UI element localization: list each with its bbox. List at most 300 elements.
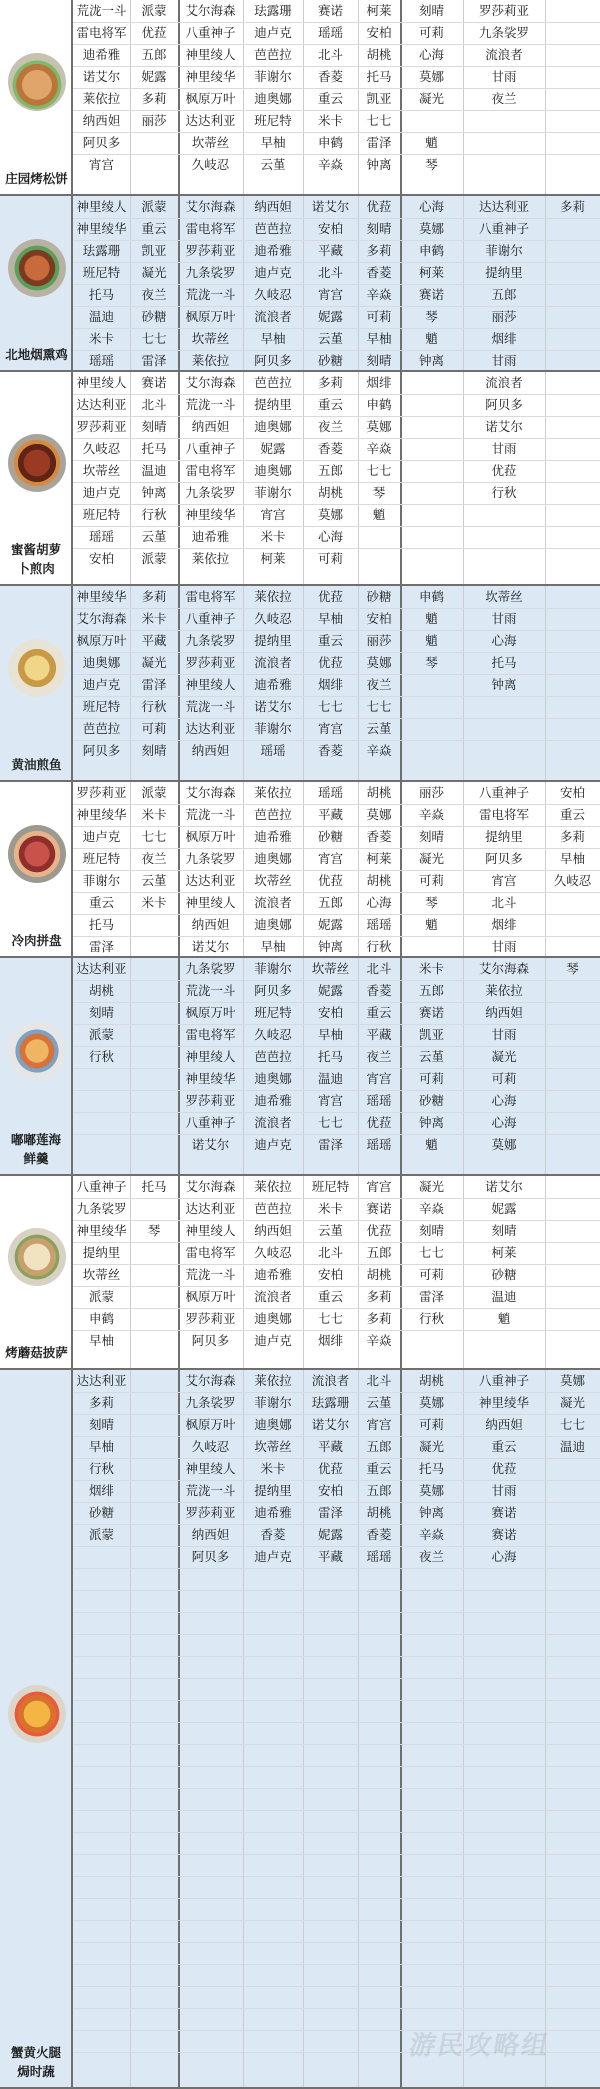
row-divider — [73, 1480, 600, 1481]
character-name: 流浪者 — [254, 655, 292, 670]
character-name: 迪希雅 — [82, 47, 121, 62]
character-name: 琴 — [425, 655, 438, 670]
character-name: 班尼特 — [311, 1179, 350, 1194]
character-name: 申鹤 — [88, 1311, 114, 1326]
character-name: 罗莎莉亚 — [76, 419, 127, 434]
character-name: 菲谢尔 — [254, 69, 292, 84]
character-name: 久岐忍 — [191, 157, 230, 172]
character-name: 七七 — [317, 1311, 343, 1326]
character-name: 莱依拉 — [254, 785, 292, 800]
character-name: 胡桃 — [418, 1373, 444, 1388]
character-name: 柯莱 — [491, 1245, 517, 1260]
character-name: 菲谢尔 — [254, 485, 292, 500]
character-name: 流浪者 — [485, 47, 523, 62]
character-name: 安柏 — [317, 1483, 343, 1498]
seafood-soup-dish-icon — [8, 1022, 66, 1080]
character-name: 莱依拉 — [254, 1373, 292, 1388]
character-name: 重云 — [317, 633, 343, 648]
row-divider — [73, 980, 600, 981]
character-name: 提纳里 — [254, 1483, 292, 1498]
character-name: 心海 — [366, 895, 392, 910]
character-name: 温迪 — [141, 463, 167, 478]
character-name: 刻晴 — [418, 3, 444, 18]
character-name: 七七 — [141, 331, 167, 346]
character-name: 早柚 — [317, 611, 343, 626]
pancake-dish-icon — [8, 53, 66, 111]
row-divider — [73, 438, 600, 439]
character-name: 七七 — [317, 699, 343, 714]
column-divider — [545, 372, 546, 584]
mushroom-pizza-dish-icon — [8, 1228, 66, 1286]
character-name: 胡桃 — [366, 1505, 392, 1520]
row-divider — [73, 262, 600, 263]
character-name: 刻晴 — [366, 221, 392, 236]
character-name: 神里绫人 — [185, 895, 236, 910]
character-name: 迪希雅 — [191, 529, 230, 544]
character-name: 心海 — [491, 1093, 517, 1108]
character-name: 早柚 — [260, 939, 286, 954]
character-name: 罗莎莉亚 — [185, 655, 236, 670]
character-name: 艾尔海森 — [185, 1373, 236, 1388]
character-name: 凝光 — [418, 1179, 444, 1194]
character-name: 温迪 — [317, 1071, 343, 1086]
character-name: 迪卢克 — [254, 1333, 292, 1348]
character-name: 重云 — [317, 397, 343, 412]
character-name: 瑶瑶 — [317, 785, 343, 800]
character-name: 阿贝多 — [485, 397, 523, 412]
character-name: 神里绫人 — [185, 47, 236, 62]
column-divider — [545, 196, 546, 370]
character-name: 雷泽 — [418, 1289, 444, 1304]
character-name: 莫娜 — [366, 419, 392, 434]
character-name: 派蒙 — [88, 1027, 114, 1042]
character-name: 行秋 — [366, 939, 392, 954]
character-name: 荒泷一斗 — [185, 983, 236, 998]
character-name: 纳西妲 — [254, 199, 292, 214]
character-name: 五郎 — [317, 463, 343, 478]
character-name: 七七 — [559, 1417, 585, 1432]
character-name: 早柚 — [88, 1439, 114, 1454]
character-name: 重云 — [317, 91, 343, 106]
row-divider — [73, 826, 600, 827]
row-divider — [73, 66, 600, 67]
character-name: 钟离 — [317, 939, 343, 954]
character-name: 胡桃 — [88, 983, 114, 998]
character-name: 可莉 — [491, 1071, 517, 1086]
character-name: 赛诺 — [418, 287, 444, 302]
character-name: 北斗 — [317, 1245, 343, 1260]
character-name: 雷电将军 — [185, 1245, 236, 1260]
row-divider — [73, 1546, 600, 1547]
character-name: 魈 — [425, 917, 438, 932]
character-name: 魈 — [425, 331, 438, 346]
character-name: 平藏 — [366, 1027, 392, 1042]
character-name: 芭芭拉 — [254, 1201, 292, 1216]
character-name: 心海 — [418, 47, 444, 62]
character-name: 赛诺 — [418, 1005, 444, 1020]
character-name: 云堇 — [260, 157, 286, 172]
character-name: 芭芭拉 — [254, 47, 292, 62]
character-name: 久岐忍 — [82, 441, 121, 456]
row-divider — [73, 1876, 600, 1877]
character-name: 重云 — [366, 1005, 392, 1020]
row-divider — [73, 1744, 600, 1745]
dish-section — [0, 782, 600, 958]
character-name: 优菈 — [366, 199, 392, 214]
character-name: 丽莎 — [491, 309, 517, 324]
character-name: 香菱 — [366, 1527, 392, 1542]
character-name: 九条裟罗 — [185, 961, 236, 976]
character-name: 雷泽 — [141, 353, 167, 368]
character-name: 米卡 — [88, 331, 114, 346]
row-divider — [73, 1612, 600, 1613]
character-name: 莱依拉 — [191, 551, 230, 566]
column-divider — [303, 1370, 304, 2087]
character-name: 瑶瑶 — [260, 743, 286, 758]
row-divider — [73, 2008, 600, 2009]
character-name: 刻晴 — [491, 1223, 517, 1238]
dish-cell — [0, 958, 73, 1174]
character-name: 柯莱 — [260, 551, 286, 566]
character-name: 神里绫华 — [76, 221, 127, 236]
character-name: 枫原万叶 — [185, 1289, 236, 1304]
row-divider — [73, 1308, 600, 1309]
character-name: 阿贝多 — [191, 1549, 230, 1564]
character-name: 八重神子 — [185, 441, 236, 456]
character-name: 雷泽 — [88, 939, 114, 954]
character-name: 多莉 — [559, 199, 585, 214]
row-divider — [73, 1766, 600, 1767]
character-name: 重云 — [366, 1461, 392, 1476]
row-divider — [73, 1568, 600, 1569]
character-name: 迪卢克 — [82, 677, 121, 692]
row-divider — [73, 1024, 600, 1025]
character-name: 神里绫华 — [76, 807, 127, 822]
character-name: 莱依拉 — [82, 91, 121, 106]
dish-name: 北地烟熏鸡 — [5, 347, 68, 362]
row-divider — [73, 1134, 600, 1135]
character-name: 艾尔海森 — [478, 961, 529, 976]
character-name: 神里绫华 — [478, 1395, 529, 1410]
character-name: 阿贝多 — [254, 353, 292, 368]
character-name: 坎蒂丝 — [311, 961, 350, 976]
column-divider — [130, 1176, 131, 1368]
character-name: 莫娜 — [418, 221, 444, 236]
character-name: 早柚 — [559, 851, 585, 866]
character-name: 坎蒂丝 — [254, 873, 292, 888]
character-name: 刻晴 — [418, 1223, 444, 1238]
character-name: 菲谢尔 — [254, 961, 292, 976]
character-name: 瑶瑶 — [317, 25, 343, 40]
character-name: 神里绫人 — [185, 1461, 236, 1476]
character-name: 辛焱 — [366, 287, 392, 302]
dish-name: 烤蘑菇披萨 — [5, 1345, 68, 1360]
character-name: 班尼特 — [82, 265, 121, 280]
row-divider — [73, 350, 600, 351]
character-name: 赛诺 — [366, 1201, 392, 1216]
character-name: 砂糖 — [317, 353, 343, 368]
character-name: 钟离 — [141, 485, 167, 500]
character-name: 米卡 — [141, 807, 167, 822]
character-name: 诺艾尔 — [191, 1137, 230, 1152]
character-name: 魈 — [425, 633, 438, 648]
character-name: 夜兰 — [366, 1049, 392, 1064]
character-name: 宵宫 — [317, 1093, 343, 1108]
character-name: 瑶瑶 — [366, 1137, 392, 1152]
row-divider — [73, 22, 600, 23]
character-name: 优菈 — [366, 1223, 392, 1238]
character-name: 纳西妲 — [485, 1417, 523, 1432]
character-name: 派蒙 — [88, 1289, 114, 1304]
character-name: 纳西妲 — [191, 743, 230, 758]
character-name: 迪卢克 — [254, 25, 292, 40]
character-name: 早柚 — [317, 1027, 343, 1042]
character-name: 珐露珊 — [311, 1395, 350, 1410]
character-name: 香菱 — [317, 441, 343, 456]
row-divider — [73, 718, 600, 719]
character-name: 菲谢尔 — [254, 721, 292, 736]
character-name: 罗莎莉亚 — [185, 1311, 236, 1326]
row-divider — [73, 1898, 600, 1899]
character-name: 夜兰 — [141, 287, 167, 302]
character-name: 托马 — [141, 1179, 167, 1194]
character-name: 芭芭拉 — [82, 721, 121, 736]
character-name: 雷电将军 — [478, 807, 529, 822]
character-name: 迪奥娜 — [254, 1311, 292, 1326]
character-name: 温迪 — [88, 309, 114, 324]
character-name: 多莉 — [88, 1395, 114, 1410]
dish-name: 冷肉拼盘 — [11, 933, 62, 948]
dish-section — [0, 372, 600, 586]
character-name: 妮露 — [491, 1201, 517, 1216]
character-name: 枫原万叶 — [76, 633, 127, 648]
character-name: 派蒙 — [141, 199, 167, 214]
row-divider — [73, 674, 600, 675]
character-name: 可莉 — [418, 1071, 444, 1086]
character-name: 枫原万叶 — [185, 309, 236, 324]
row-divider — [73, 1964, 600, 1965]
character-name: 迪奥娜 — [254, 463, 292, 478]
character-name: 流浪者 — [254, 1289, 292, 1304]
dish-name: 嘟嘟莲海鲜羹 — [10, 1132, 61, 1166]
row-divider — [73, 1220, 600, 1221]
character-name: 派蒙 — [141, 785, 167, 800]
character-name: 罗莎莉亚 — [478, 3, 529, 18]
row-divider — [73, 1590, 600, 1591]
character-name: 阿贝多 — [191, 1333, 230, 1348]
character-name: 迪卢克 — [254, 265, 292, 280]
character-name: 诺艾尔 — [191, 939, 230, 954]
character-name: 米卡 — [418, 961, 444, 976]
character-name: 雷电将军 — [185, 221, 236, 236]
row-divider — [73, 1986, 600, 1987]
character-name: 魈 — [372, 507, 386, 522]
character-name: 达达利亚 — [76, 961, 127, 976]
character-name: 行秋 — [88, 1049, 114, 1064]
character-name: 辛焱 — [418, 807, 444, 822]
character-name: 瑶瑶 — [366, 917, 392, 932]
character-name: 妮露 — [317, 917, 343, 932]
character-name: 辛焱 — [366, 1333, 392, 1348]
column-divider — [545, 958, 546, 1174]
column-divider — [400, 1370, 402, 2087]
character-name: 瑶瑶 — [88, 353, 114, 368]
character-name: 荒泷一斗 — [76, 3, 127, 18]
character-name: 申鹤 — [418, 243, 444, 258]
character-name: 丽莎 — [418, 785, 444, 800]
character-name: 提纳里 — [485, 265, 523, 280]
character-name: 纳西妲 — [191, 1527, 230, 1542]
character-name: 雷电将军 — [185, 1027, 236, 1042]
character-name: 莫娜 — [559, 1373, 585, 1388]
row-divider — [73, 482, 600, 483]
row-divider — [73, 630, 600, 631]
row-divider — [73, 154, 600, 155]
character-name: 安柏 — [317, 1005, 343, 1020]
character-name: 荒泷一斗 — [185, 397, 236, 412]
character-name: 迪奥娜 — [254, 419, 292, 434]
character-name: 凝光 — [418, 1439, 444, 1454]
dish-section — [0, 1176, 600, 1370]
row-divider — [73, 1112, 600, 1113]
character-name: 云堇 — [418, 1049, 444, 1064]
character-name: 优菈 — [366, 1115, 392, 1130]
row-divider — [73, 1634, 600, 1635]
character-name: 菲谢尔 — [254, 1395, 292, 1410]
row-divider — [73, 804, 600, 805]
dish-cell — [0, 1176, 73, 1368]
character-name: 心海 — [418, 199, 444, 214]
character-name: 凝光 — [418, 91, 444, 106]
row-divider — [73, 740, 600, 741]
character-name: 夜兰 — [418, 1549, 444, 1564]
character-name: 派蒙 — [88, 1527, 114, 1542]
character-name: 达达利亚 — [185, 1201, 236, 1216]
character-name: 九条裟罗 — [76, 1201, 127, 1216]
character-name: 凝光 — [559, 1395, 585, 1410]
character-name: 钟离 — [418, 353, 444, 368]
character-name: 莫娜 — [418, 1395, 444, 1410]
character-name: 重云 — [141, 221, 167, 236]
row-divider — [73, 88, 600, 89]
character-name: 迪希雅 — [254, 243, 292, 258]
row-divider — [73, 1656, 600, 1657]
character-name: 珐露珊 — [254, 3, 292, 18]
character-name: 魈 — [425, 135, 438, 150]
dish-section — [0, 586, 600, 782]
character-name: 凝光 — [418, 851, 444, 866]
character-name: 夜兰 — [491, 91, 517, 106]
character-name: 钟离 — [491, 677, 517, 692]
character-name: 雷电将军 — [185, 589, 236, 604]
row-divider — [73, 870, 600, 871]
character-name: 坎蒂丝 — [254, 1439, 292, 1454]
character-name: 砂糖 — [317, 829, 343, 844]
character-name: 纳西妲 — [191, 419, 230, 434]
character-name: 诺艾尔 — [311, 1417, 350, 1432]
character-name: 诺艾尔 — [254, 699, 292, 714]
character-name: 九条裟罗 — [185, 851, 236, 866]
character-name: 重云 — [559, 807, 585, 822]
character-name: 安柏 — [88, 551, 114, 566]
character-name: 多莉 — [366, 243, 392, 258]
honey-carrot-meat-dish-icon — [8, 434, 66, 492]
character-name: 莫娜 — [366, 807, 392, 822]
character-name: 平藏 — [317, 807, 343, 822]
row-divider — [73, 416, 600, 417]
character-name: 迪希雅 — [254, 677, 292, 692]
character-name: 神里绫人 — [185, 1049, 236, 1064]
character-name: 瑶瑶 — [366, 1549, 392, 1564]
character-name: 八重神子 — [478, 785, 529, 800]
character-name: 辛焱 — [418, 1527, 444, 1542]
character-name: 坎蒂丝 — [485, 589, 523, 604]
row-divider — [73, 1414, 600, 1415]
character-name: 辛焱 — [317, 157, 343, 172]
character-name: 诺艾尔 — [82, 69, 121, 84]
character-name: 宵宫 — [491, 873, 517, 888]
character-name: 琴 — [147, 1223, 161, 1238]
character-name: 迪奥娜 — [254, 851, 292, 866]
character-name: 夜兰 — [141, 851, 167, 866]
row-divider — [73, 240, 600, 241]
character-name: 艾尔海森 — [185, 375, 236, 390]
cold-cut-platter-dish-icon — [8, 825, 66, 883]
character-name: 刻晴 — [141, 743, 167, 758]
character-name: 迪卢克 — [254, 1137, 292, 1152]
character-name: 烟绯 — [317, 1333, 343, 1348]
character-name: 烟绯 — [317, 677, 343, 692]
column-divider — [545, 586, 546, 780]
character-name: 刻晴 — [88, 1005, 114, 1020]
character-name: 妮露 — [260, 441, 286, 456]
character-name: 香菱 — [366, 829, 392, 844]
character-name: 八重神子 — [478, 1373, 529, 1388]
character-name: 刻晴 — [366, 353, 392, 368]
character-name: 凯亚 — [366, 91, 392, 106]
character-name: 申鹤 — [317, 135, 343, 150]
character-name: 行秋 — [88, 1461, 114, 1476]
dish-cell — [0, 586, 73, 780]
character-name: 安柏 — [559, 785, 585, 800]
character-name: 米卡 — [141, 611, 167, 626]
row-divider — [73, 914, 600, 915]
character-name: 艾尔海森 — [76, 611, 127, 626]
character-name: 米卡 — [260, 1461, 286, 1476]
character-name: 艾尔海森 — [185, 3, 236, 18]
character-name: 钟离 — [366, 157, 392, 172]
character-name: 宵宫 — [260, 507, 286, 522]
character-name: 重云 — [88, 895, 114, 910]
character-name: 妮露 — [317, 309, 343, 324]
character-name: 妮露 — [141, 69, 167, 84]
character-name: 砂糖 — [366, 589, 392, 604]
character-name: 托马 — [418, 1461, 444, 1476]
character-name: 砂糖 — [491, 1267, 517, 1282]
character-name: 迪奥娜 — [254, 1071, 292, 1086]
character-name: 宵宫 — [366, 1179, 392, 1194]
character-name: 安柏 — [317, 1267, 343, 1282]
character-name: 雷泽 — [317, 1137, 343, 1152]
character-name: 神里绫人 — [185, 677, 236, 692]
row-divider — [73, 504, 600, 505]
character-name: 云堇 — [317, 1223, 343, 1238]
character-name: 琴 — [425, 309, 438, 324]
character-name: 优菈 — [317, 873, 343, 888]
character-name: 可莉 — [317, 551, 343, 566]
character-name: 七七 — [418, 1245, 444, 1260]
character-name: 迪奥娜 — [254, 917, 292, 932]
